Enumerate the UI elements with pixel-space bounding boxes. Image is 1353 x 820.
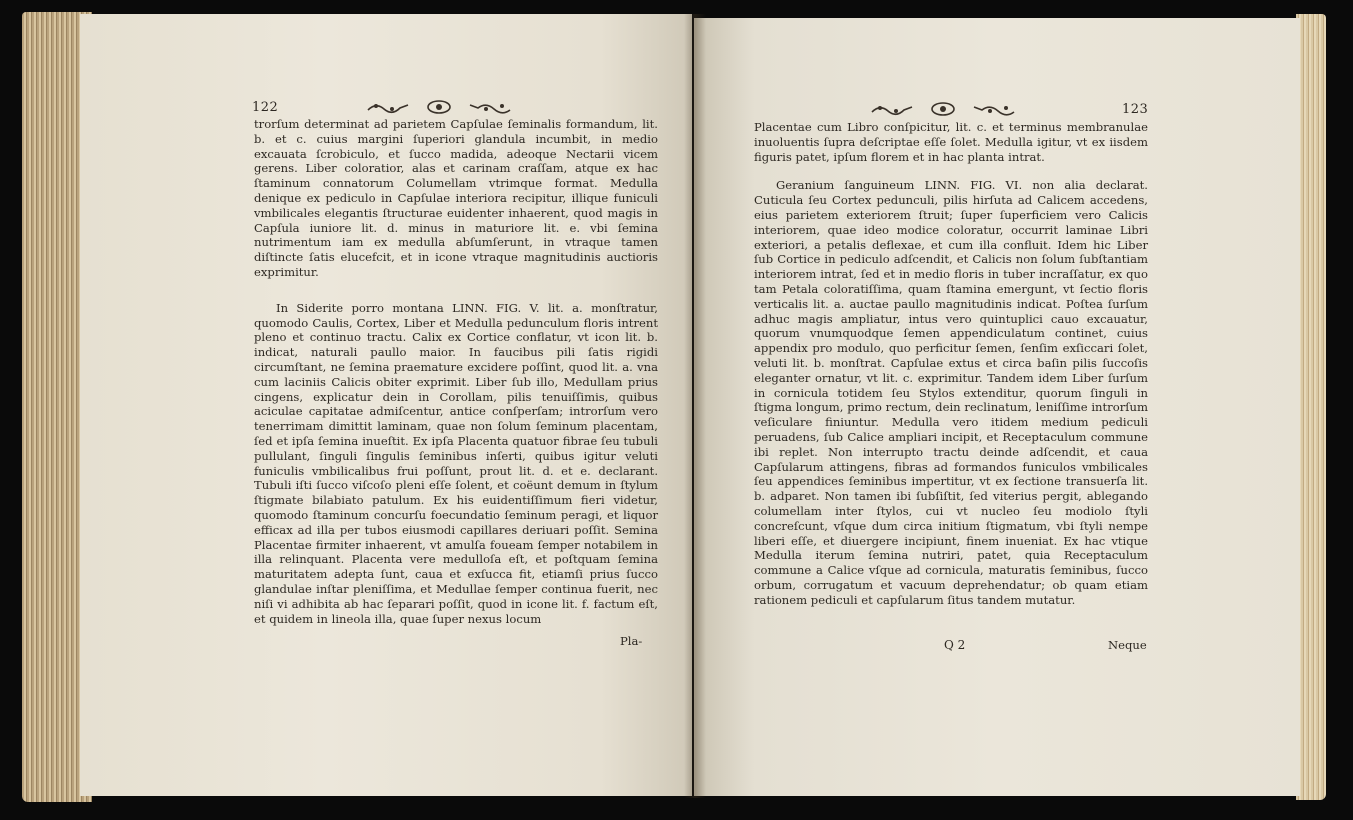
left-page <box>80 14 692 796</box>
paragraph: Placentae cum Libro conſpicitur, lit. c. et terminus membranulae inuoluentis ſupra deſcriptae eſſe ſolet. Medulla igitur, vt ex iisdem figuris patet, ipſum florem et in hac planta intrat. <box>754 120 1148 164</box>
header-ornament-right <box>870 102 1016 116</box>
page-number-right: 123 <box>1122 102 1149 117</box>
book-gutter <box>684 14 706 798</box>
rosette-ornament-icon <box>426 100 452 114</box>
paragraph: In Siderite porro montana LINN. FIG. V. lit. a. monſtratur, quomodo Caulis, Cortex, Liber et Medulla pedunculum floris intrent pleno et continuo tractu. Calix ex Cortice conflatur, vt icon lit. b. indicat, naturali paullo maior. In faucibus pili ſatis rigidi circumſtant, ne ſemina praemature excidere poſſint, quod lit. a. vna cum laciniis Calicis obiter exprimit. Liber ſub illo, Medullam prius cingens, explicatur dein in Corollam, pilis tenuiſſimis, quibus aciculae capitatae admiſcentur, antice conſperſam; introrſum vero tenerrimam dimittit laminam, quae non ſolum ſeminum placentam, ſed et ipſa ſemina inueſtit. Ex ipſa Placenta quatuor fibrae ſeu tubuli pullulant, ſinguli ſingulis ſeminibus inſerti, quibus igitur veluti funiculis vmbilicalibus frui poſſunt, prout lit. d. et e. declarant. Tubuli iſti ſucco viſcoſo pleni eſſe ſolent, et coëunt demum in ſtylum ſtigmate bilabiato patulum. Ex his euidentiſſimum fieri videtur, quomodo ſtaminum concurſu foecundatio ſeminum peragi, et liquor efficax ad illa per tubos eiusmodi capillares deriuari poſſit. Semina Placentae firmiter inhaerent, vt amulſa foueam ſemper notabilem in illa relinquant. Placenta vere medulloſa eſt, et poſtquam ſemina maturitatem adepta ſunt, caua et exſucca fit, etiamſi prius ſucco glandulae inſtar pleniſſima, et Medullae ſemper continua fuerit, nec niſi vi adhibita ab hac ſeparari poſſit, quod in icone lit. f. factum eſt, et quidem in lineola illa, quae ſuper nexus locum <box>254 300 658 626</box>
rosette-ornament-icon <box>930 102 956 116</box>
right-page <box>694 18 1300 796</box>
paragraph: Geranium ſanguineum LINN. FIG. VI. non alia declarat. Cuticula ſeu Cortex pedunculi, pilis hirſuta ad Calicem accedens, eius parietem exteriorem ſtruit; ſuper ſuperficiem vero Calicis interiorem, quae ideo modice coloratur, occurrit laminae Libri exteriori, a petalis deflexae, et cum illa confluit. Idem hic Liber ſub Cortice in pediculo adſcendit, et Calicis non ſolum ſubſtantiam interiorem intrat, ſed et in medio floris in tuber incraſſatur, ex quo tam Petala coloratiſſima, quam ſtamina emergunt, vt ſectio floris verticalis lit. a. auctae paullo magnitudinis indicat. Poſtea ſurſum adhuc magis ampliatur, intus vero quintuplici cauo excauatur, quorum vnumquodque ſemen appendiculatum continet, cuius appendix pro modulo, quo perficitur ſemen, ſenſim exſiccari ſolet, veluti lit. b. monſtrat. Capſulae extus et circa baſin pilis ſuccoſis eleganter ornatur, vt lit. c. exprimitur. Tandem idem Liber ſurſum in cornicula totidem ſeu Stylos extenditur, quorum ſinguli in ſtigma longum, primo rectum, dein reclinatum, leniſſime introrſum veſiculare finiuntur. Medulla vero itidem medium pediculi peruadens, ſub Calice ampliari incipit, et Receptaculum commune ibi replet. Non interrupto tractu deinde adſcendit, et caua Capſularum attingens, fibras ad formandos funiculos vmbilicales ſeu appendices ſeminibus impertitur, vt ex ſectione transuerſa lit. b. adparet. Non tamen ibi ſubſiſtit, ſed viterius pergit, ablegando columellam inter ſtylos, cui vt nucleo ſeu modiolo ſtyli concreſcunt, vſque dum circa initium ſtigmatum, vbi ſtyli nempe liberi eſſe, et diuergere incipiunt, finem inueniat. Ex hac vtique Medulla iterum ſemina nutriri, patet, quia Receptaculum commune a Calice vſque ad cornicula, maturatis ſeminibus, ſucco orbum, corrugatum et vacuum deprehendatur; ob quam etiam rationem pediculi et capſularum ſitus tandem mutatur. <box>754 178 1148 607</box>
vine-ornament-icon <box>972 102 1016 116</box>
signature-mark: Q 2 <box>944 638 966 652</box>
vine-ornament-icon <box>366 100 410 114</box>
right-page-body <box>754 120 1148 608</box>
page-number-left: 122 <box>252 100 279 115</box>
left-page-body <box>254 117 658 626</box>
catchword-left: Pla- <box>620 634 643 648</box>
vine-ornament-icon <box>468 100 512 114</box>
paragraph: trorſum determinat ad parietem Capſulae ſeminalis formandum, lit. b. et c. cuius margini ſuperiori glandula incumbit, in medio excauata ſcrobiculo, et ſucco madida, adeoque Nectarii vicem gerens. Liber coloratior, alas et carinam craſſam, atque ex hac ſtaminum connatorum Columellam vtrimque format. Medulla denique ex pediculo in Capſulae interiora recipitur, illique funiculi vmbilicales elegantis ſtructurae euidenter inhaerent, quod magis in Capſula iuniore lit. d. minus in maturiore lit. e. vbi ſemina nutrimentum iam ex medulla abſumſerunt, in vtraque tamen diſtincte ſatis elucefcit, et in icone vtraque magnitudinis auctioris exprimitur. <box>254 117 658 279</box>
vine-ornament-icon <box>870 102 914 116</box>
catchword-right: Neque <box>1108 638 1147 652</box>
header-ornament-left <box>366 100 512 114</box>
page-block-right-edge <box>1296 14 1326 800</box>
